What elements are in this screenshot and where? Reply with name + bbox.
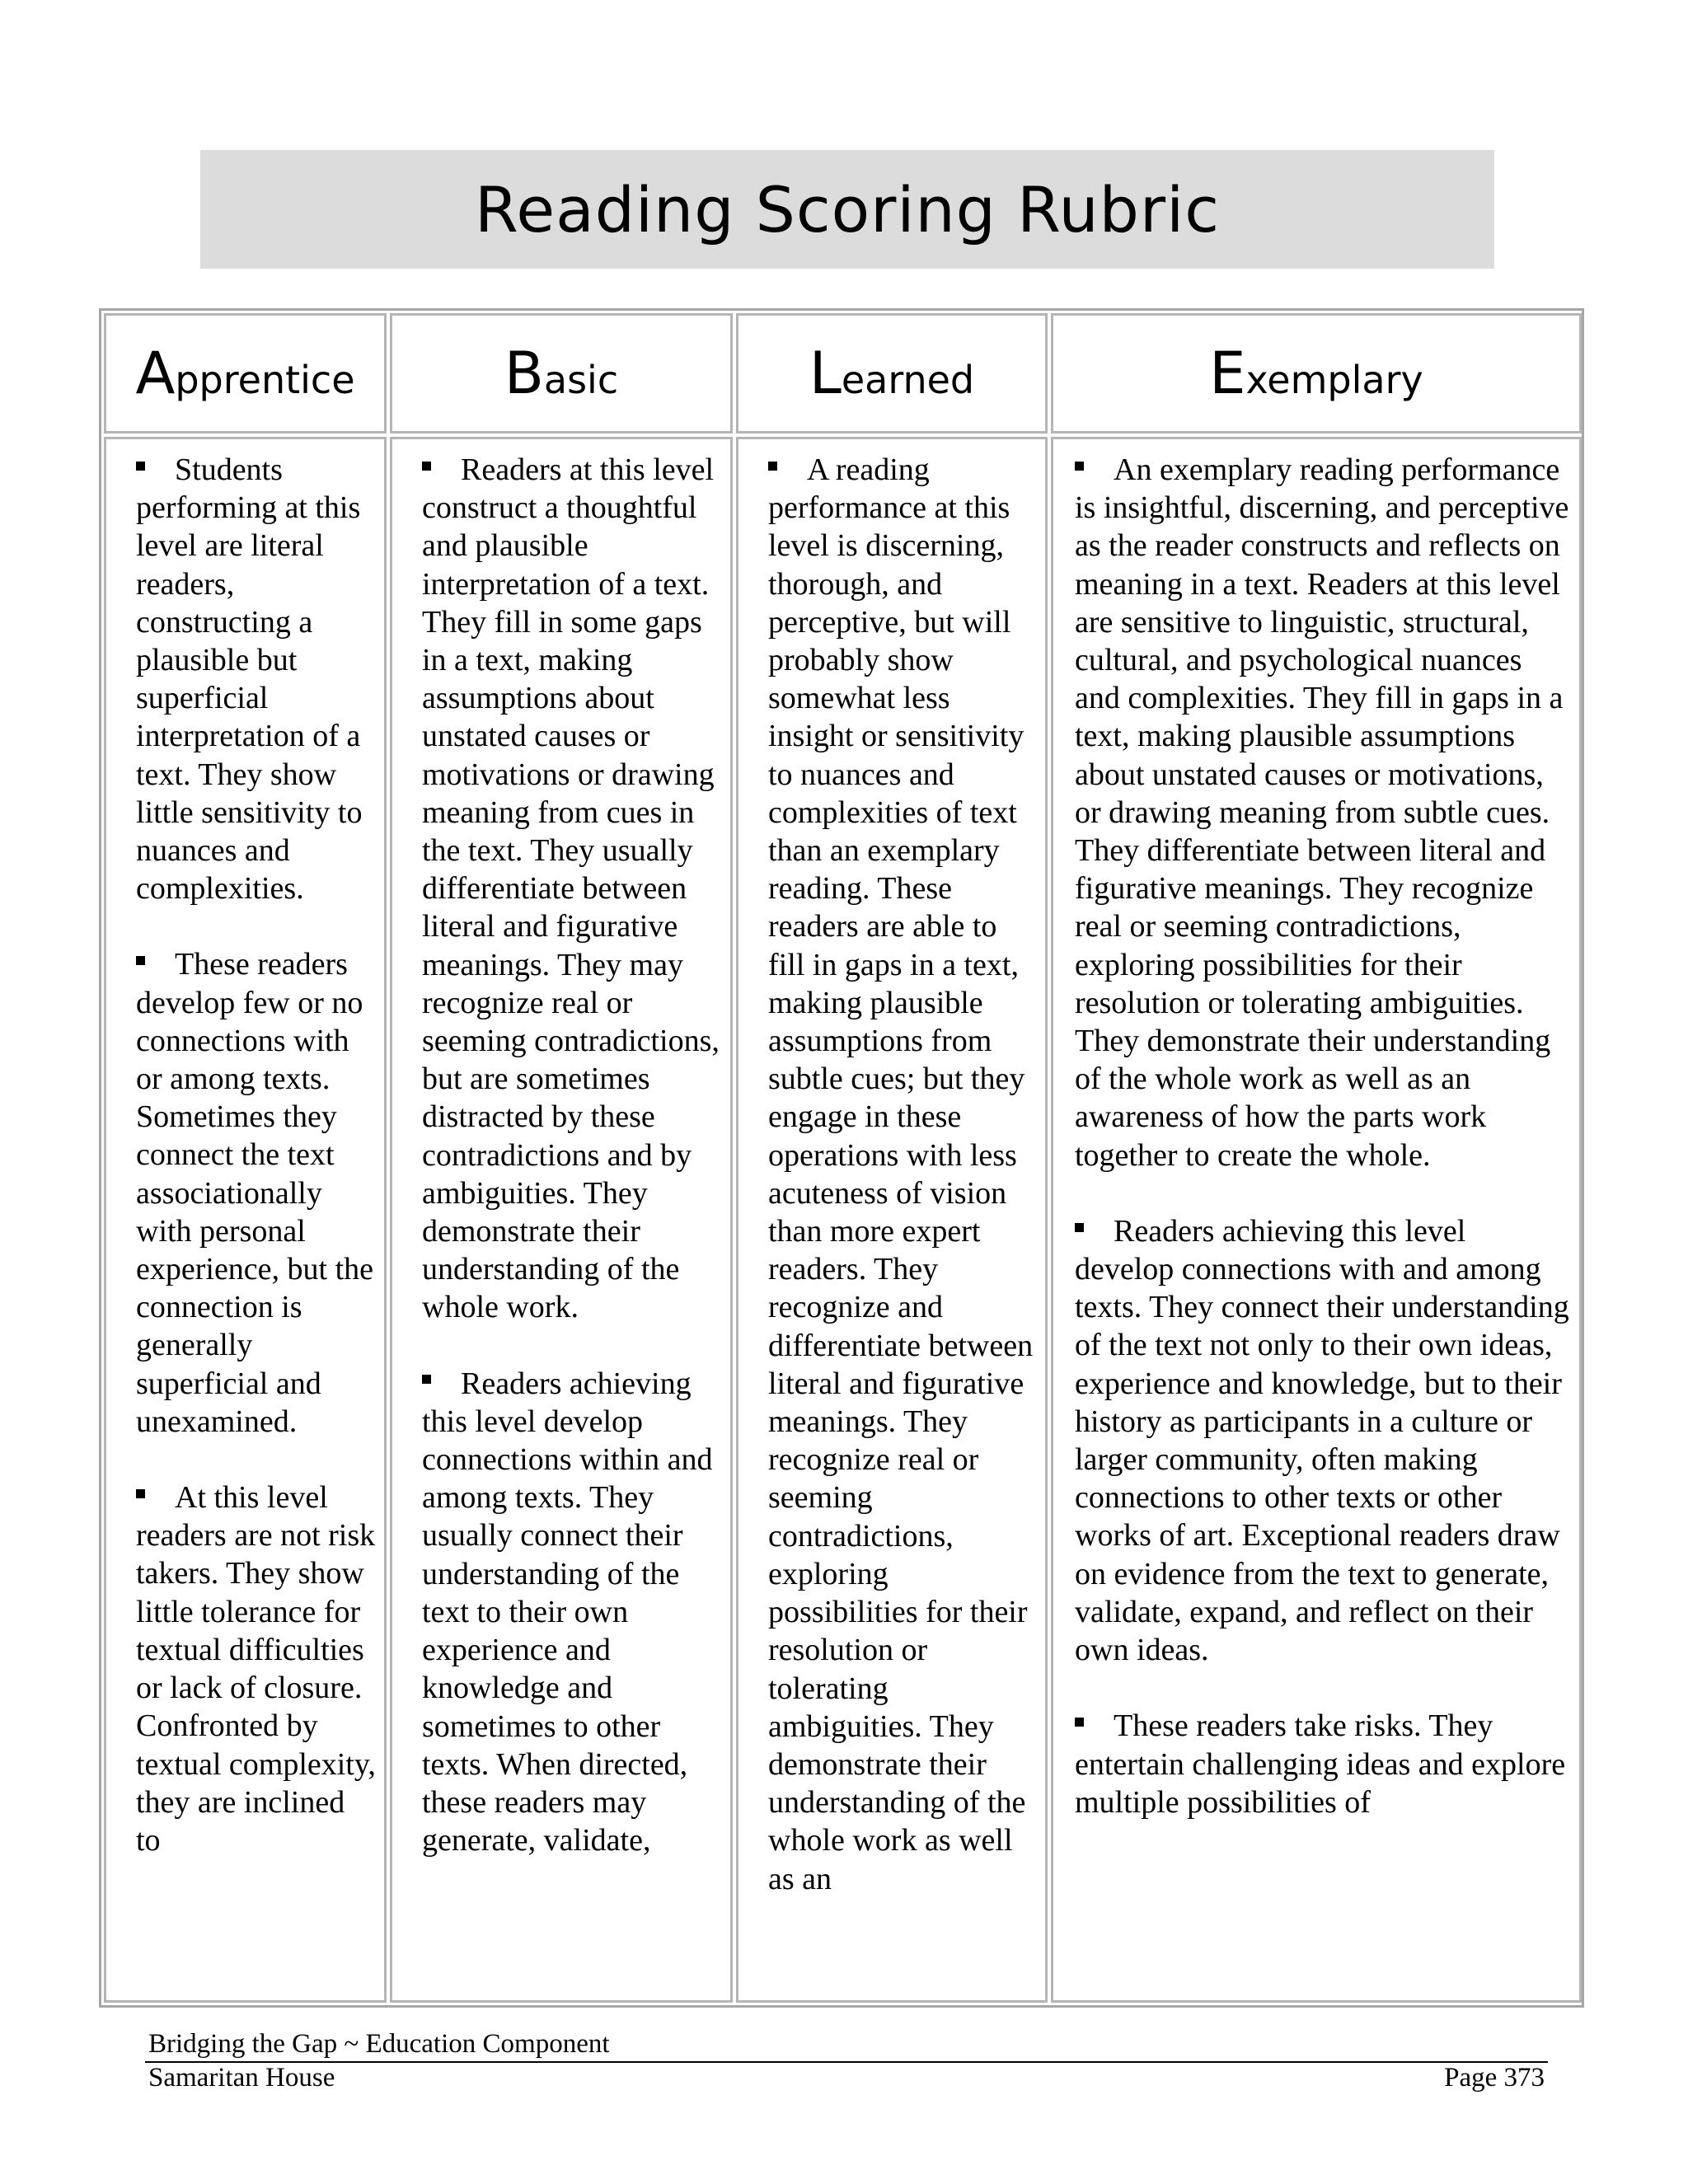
header-rest: xemplary [1245,358,1423,402]
header-rest: pprentice [175,358,355,402]
bullet-icon [1075,1223,1084,1232]
exemplary-description [1051,437,1582,2003]
header-apprentice [104,313,387,434]
header-initial: E [1209,340,1246,407]
rubric-paragraph: A reading performance at this level is discerning, thorough, and perceptive, but will probably show somewhat less insight or sensitivity to nuances and complexities of text than an exemplary reading. These readers are able to fill in gaps in a text, making plausible assumptions from subtle cues; but they engage in these operations with less acuteness of vision than more expert readers. They recognize and differentiate between literal and figurative meanings. They recognize real or seeming contradictions, exploring possibilities for their resolution or tolerating ambiguities. They demonstrate their understanding of the whole work as well as an [768,452,1034,1896]
bullet-icon [136,462,145,471]
header-rest: asic [543,358,619,402]
rubric-paragraph: Readers achieving this level develop connections within and among texts. They usually connect their understanding of the text to their own experience and knowledge and sometimes to other texts. When directed, these readers may generate, validate, [422,1366,713,1858]
header-initial: L [809,340,842,407]
header-basic [390,313,733,434]
header-rest: earned [841,358,975,402]
basic-description [390,437,733,2003]
bullet-icon [1075,1718,1084,1727]
rubric-paragraph: Readers achieving this level develop connections with and among texts. They connect their understanding of the text not only to their own ideas, experience and knowledge, but to their history as participants in a culture or larger community, often making connections to other texts or other works of art. Exceptional readers draw on evidence from the text to generate, validate, expand, and reflect on their own ideas. [1075,1213,1569,1668]
footer-divider [145,2061,1548,2063]
rubric-paragraph: These readers take risks. They entertain challenging ideas and explore multiple possibilities of [1075,1708,1566,1820]
bullet-icon [136,1489,145,1498]
bullet-icon [1075,462,1084,471]
rubric-paragraph: An exemplary reading performance is insightful, discerning, and perceptive as the reader constructs and reflects on meaning in a text. Readers at this level are sensitive to linguistic, structural, cultural, and psychological nuances and complexities. They fill in gaps in a text, making plausible assumptions about unstated causes or motivations, or drawing meaning from subtle cues. They differentiate between literal and figurative meanings. They recognize real or seeming contradictions, exploring possibilities for their resolution or tolerating ambiguities. They demonstrate their understanding of the whole work as well as an awareness of how the parts work together to create the whole. [1075,452,1569,1173]
header-exemplary [1051,313,1582,434]
header-initial: B [504,340,544,407]
page-title: Reading Scoring Rubric [474,172,1221,246]
bullet-icon [422,1375,431,1384]
header-learned [736,313,1048,434]
bullet-icon [136,956,145,965]
apprentice-description [104,437,387,2003]
rubric-paragraph: Readers at this level construct a thoughtful and plausible interpretation of a text. They fill in some gaps in a text, making assumptions about unstated causes or motivations or drawing meaning from cues in the text. They usually differentiate between literal and figurative meanings. They may recognize real or seeming contradictions, but are sometimes distracted by these contradictions and by ambiguities. They demonstrate their understanding of the whole work. [422,452,720,1325]
rubric-paragraph: Students performing at this level are literal readers, constructing a plausible but superficial interpretation of a text. They show little sensitivity to nuances and complexities. [136,452,363,907]
footer-organization: Samaritan House [148,2063,335,2093]
bullet-icon [422,462,431,471]
bullet-icon [768,462,777,471]
header-initial: A [135,340,176,407]
learned-description [736,437,1048,2003]
rubric-paragraph: These readers develop few or no connections with or among texts. Sometimes they connect the text associationally with personal experience, but the connection is generally superficial and unexamined. [136,947,374,1439]
rubric-table [99,308,1584,2008]
title-banner [200,150,1494,269]
rubric-paragraph: At this level readers are not risk takers. They show little tolerance for textual difficulties or lack of closure. Confronted by textual complexity, they are inclined to [136,1480,376,1858]
page-number: Page 373 [1444,2063,1545,2093]
footer-program: Bridging the Gap ~ Education Component [148,2029,610,2059]
